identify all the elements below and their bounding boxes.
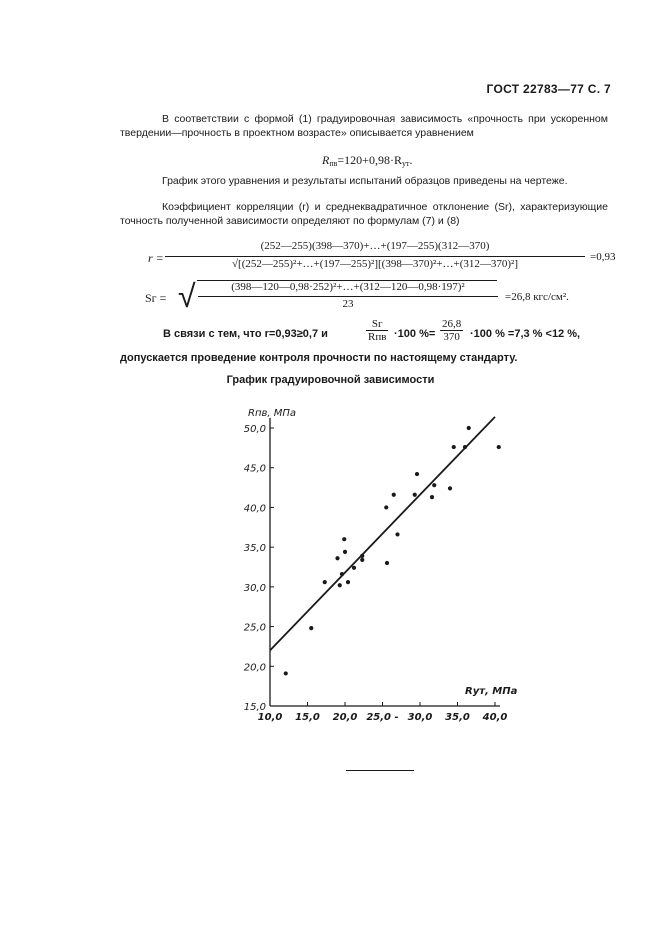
y-tick-label: 30,0 xyxy=(243,582,266,594)
conclusion-part2: ·100 %= xyxy=(394,328,436,340)
page-header: ГОСТ 22783—77 С. 7 xyxy=(486,82,611,96)
data-point xyxy=(448,486,452,490)
conclusion-f2-denominator: 370 xyxy=(443,331,460,343)
x-tick-label: 30,0 xyxy=(407,712,433,723)
data-point xyxy=(342,537,346,541)
x-tick-label: 35,0 xyxy=(445,712,470,723)
correlation-lhs: r = xyxy=(148,251,164,265)
conclusion-part3: ·100 % =7,3 % <12 %, xyxy=(470,328,581,340)
data-point xyxy=(430,495,434,499)
regression-lhs-sub: пв xyxy=(329,159,338,168)
data-point xyxy=(346,580,350,584)
data-point xyxy=(497,445,501,449)
regression-fit-line xyxy=(270,417,495,651)
correlation-result: =0,93 xyxy=(590,251,616,263)
y-tick-label: 40,0 xyxy=(243,503,266,515)
paragraph-intro: В соответствии с формой (1) градуировочная зависимость «прочность при ускоренном твердении—прочность в проектном возрасте» описывается уравнением xyxy=(120,113,608,139)
y-axis-label: Rпв, МПа xyxy=(248,408,297,419)
x-tick-label: 20,0 xyxy=(332,712,358,723)
end-rule xyxy=(346,770,414,771)
paragraph-graph-note: График этого уравнения и результаты испытаний образцов приведены на чертеже. xyxy=(162,175,568,187)
std-dev-lhs: Sг = xyxy=(145,291,167,305)
data-point xyxy=(338,583,342,587)
data-point xyxy=(343,550,347,554)
y-tick-label: 45,0 xyxy=(243,463,266,475)
data-point xyxy=(467,426,471,430)
y-tick-label: 15,0 xyxy=(243,702,266,713)
data-point xyxy=(413,493,417,497)
data-point xyxy=(463,445,467,449)
std-dev-numerator: (398—120—0,98·252)²+…+(312—120—0,98·197)² xyxy=(231,281,465,293)
x-tick-label: 10,0 xyxy=(257,712,283,723)
conclusion-f2-numerator: 26,8 xyxy=(442,318,462,330)
data-point xyxy=(360,554,364,558)
y-tick-label: 20,0 xyxy=(243,662,266,674)
data-point xyxy=(284,671,288,675)
radical-sign-icon: √ xyxy=(178,277,196,315)
data-point xyxy=(352,566,356,570)
conclusion-f1-numerator: Sг xyxy=(366,318,388,331)
data-point xyxy=(432,483,436,487)
data-point xyxy=(340,572,344,576)
data-point xyxy=(323,580,327,584)
y-tick-label: 35,0 xyxy=(243,543,266,555)
std-dev-result: =26,8 кгс/см². xyxy=(505,291,569,303)
chart-title: График градуировочной зависимости xyxy=(226,374,435,386)
data-point xyxy=(392,493,396,497)
std-dev-denominator: 23 xyxy=(342,298,354,310)
data-point xyxy=(395,532,399,536)
regression-lhs: R xyxy=(322,153,330,167)
y-tick-label: 25,0 xyxy=(243,622,266,634)
data-point xyxy=(452,445,456,449)
x-tick-label: 40,0 xyxy=(482,712,508,723)
data-point xyxy=(415,472,419,476)
permission-statement: допускается проведение контроля прочности по настоящему стандарту. xyxy=(120,352,518,364)
data-point xyxy=(335,556,339,560)
regression-end: . xyxy=(409,153,413,167)
data-point xyxy=(360,558,364,562)
paragraph-correlation-note: Коэффициент корреляции (r) и среднеквадратичное отклонение (Sr), характеризующие точность полученной зависимости определяют по формулам (7) и (8) xyxy=(120,201,608,227)
correlation-denominator: √[(252—255)²+…+(197—255)²][(398—370)²+…+(312—370)²] xyxy=(232,258,518,270)
data-point xyxy=(309,626,313,630)
data-point xyxy=(385,561,389,565)
regression-rhs-sub: ут xyxy=(401,159,410,168)
conclusion-part1: В связи с тем, что r=0,93≥0,7 и xyxy=(163,328,328,340)
correlation-numerator: (252—255)(398—370)+…+(197—255)(312—370) xyxy=(260,240,490,252)
conclusion-f1-denominator: Rпв xyxy=(368,331,387,343)
x-tick-label: 25,0 - xyxy=(366,712,399,723)
regression-rhs: =120+0,98·R xyxy=(337,153,402,167)
y-tick-label: 50,0 xyxy=(243,424,266,435)
x-axis-label: Rут, МПа xyxy=(465,686,518,697)
data-point xyxy=(384,505,388,509)
x-tick-label: 15,0 xyxy=(295,712,320,723)
